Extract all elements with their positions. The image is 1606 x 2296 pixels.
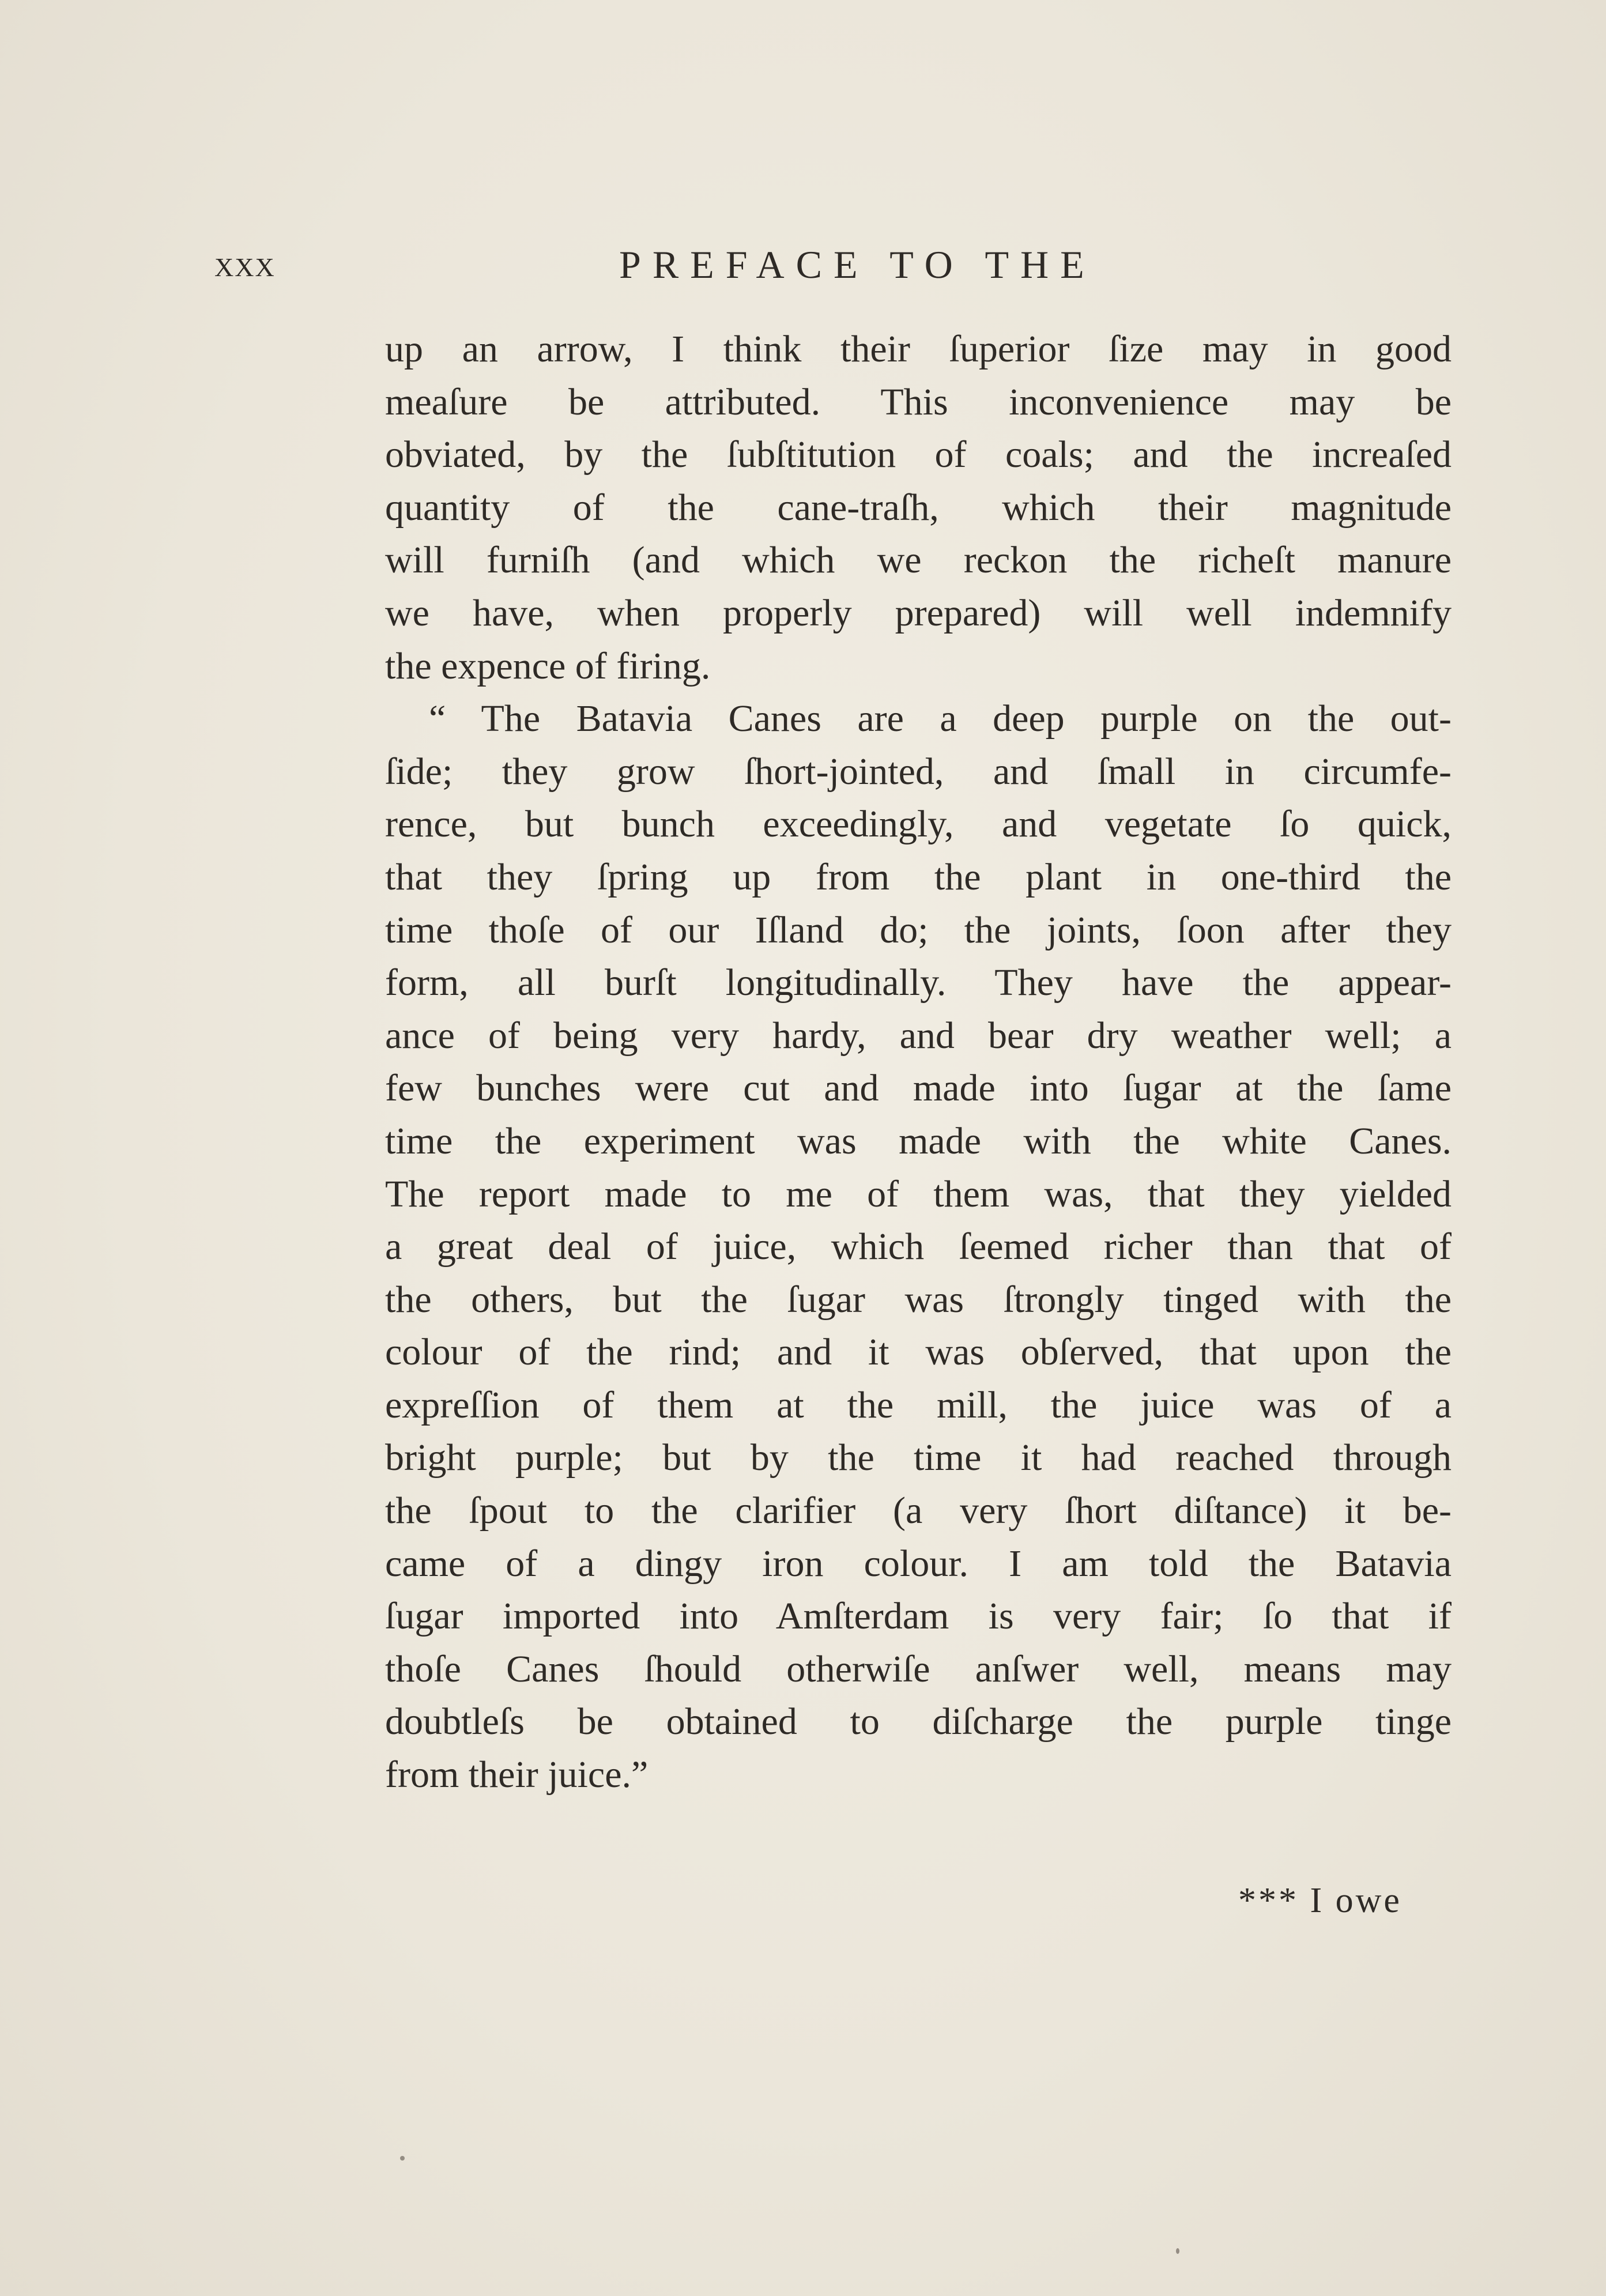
text-line: meaſure be attributed. This inconvenience may be xyxy=(385,380,1452,423)
running-head: PREFACE TO THE xyxy=(619,243,1096,286)
paper-speck xyxy=(400,2156,405,2161)
text-line: doubtleſs be obtained to diſcharge the purple tinge xyxy=(385,1701,1452,1743)
text-line: the others, but the ſugar was ſtrongly tinged with the xyxy=(385,1278,1452,1321)
page-header xyxy=(214,242,1460,294)
paper-speck xyxy=(1176,2248,1179,2254)
text-line: ſide; they grow ſhort-jointed, and ſmall in circumfe- xyxy=(385,750,1452,793)
text-line: obviated, by the ſubſtitution of coals; and the increaſed xyxy=(385,433,1452,476)
text-line: The report made to me of them was, that they yielded xyxy=(385,1172,1452,1215)
text-line: few bunches were cut and made into ſugar at the ſame xyxy=(385,1067,1452,1110)
text-line: rence, but bunch exceedingly, and vegetate ſo quick, xyxy=(385,803,1452,846)
text-line: from their juice.” xyxy=(385,1754,649,1796)
text-line: ſugar imported into Amſterdam is very fair; ſo that if xyxy=(385,1595,1452,1638)
body-text xyxy=(385,323,1452,1801)
text-line: we have, when properly prepared) will well indemnify xyxy=(385,591,1452,634)
text-line: colour of the rind; and it was obſerved, that upon the xyxy=(385,1331,1452,1374)
text-line: bright purple; but by the time it had reached through xyxy=(385,1437,1452,1479)
page-number: xxx xyxy=(214,243,276,285)
text-line: thoſe Canes ſhould otherwiſe anſwer well, means may xyxy=(385,1647,1452,1690)
text-line: that they ſpring up from the plant in one-third the xyxy=(385,855,1452,898)
text-line: ance of being very hardy, and bear dry weather well; a xyxy=(385,1014,1452,1057)
text-line: the expence of firing. xyxy=(385,644,711,687)
text-line: the ſpout to the clarifier (a very ſhort diſtance) it be- xyxy=(385,1490,1452,1532)
catchword: *** I owe xyxy=(1238,1881,1402,1920)
text-line: form, all burſt longitudinally. They have the appear- xyxy=(385,962,1452,1004)
text-line: “ The Batavia Canes are a deep purple on the out- xyxy=(429,698,1452,740)
text-line: will furniſh (and which we reckon the richeſt manure xyxy=(385,539,1452,582)
text-line: up an arrow, I think their ſuperior ſize may in good xyxy=(385,328,1452,370)
text-line: quantity of the cane-traſh, which their magnitude xyxy=(385,486,1452,529)
text-line: time thoſe of our Iſland do; the joints, ſoon after they xyxy=(385,908,1452,951)
text-line: expreſſion of them at the mill, the juice was of a xyxy=(385,1383,1452,1426)
text-line: a great deal of juice, which ſeemed richer than that of xyxy=(385,1226,1452,1268)
text-line: time the experiment was made with the white Canes. xyxy=(385,1119,1452,1162)
text-line: came of a dingy iron colour. I am told the Batavia xyxy=(385,1542,1452,1585)
